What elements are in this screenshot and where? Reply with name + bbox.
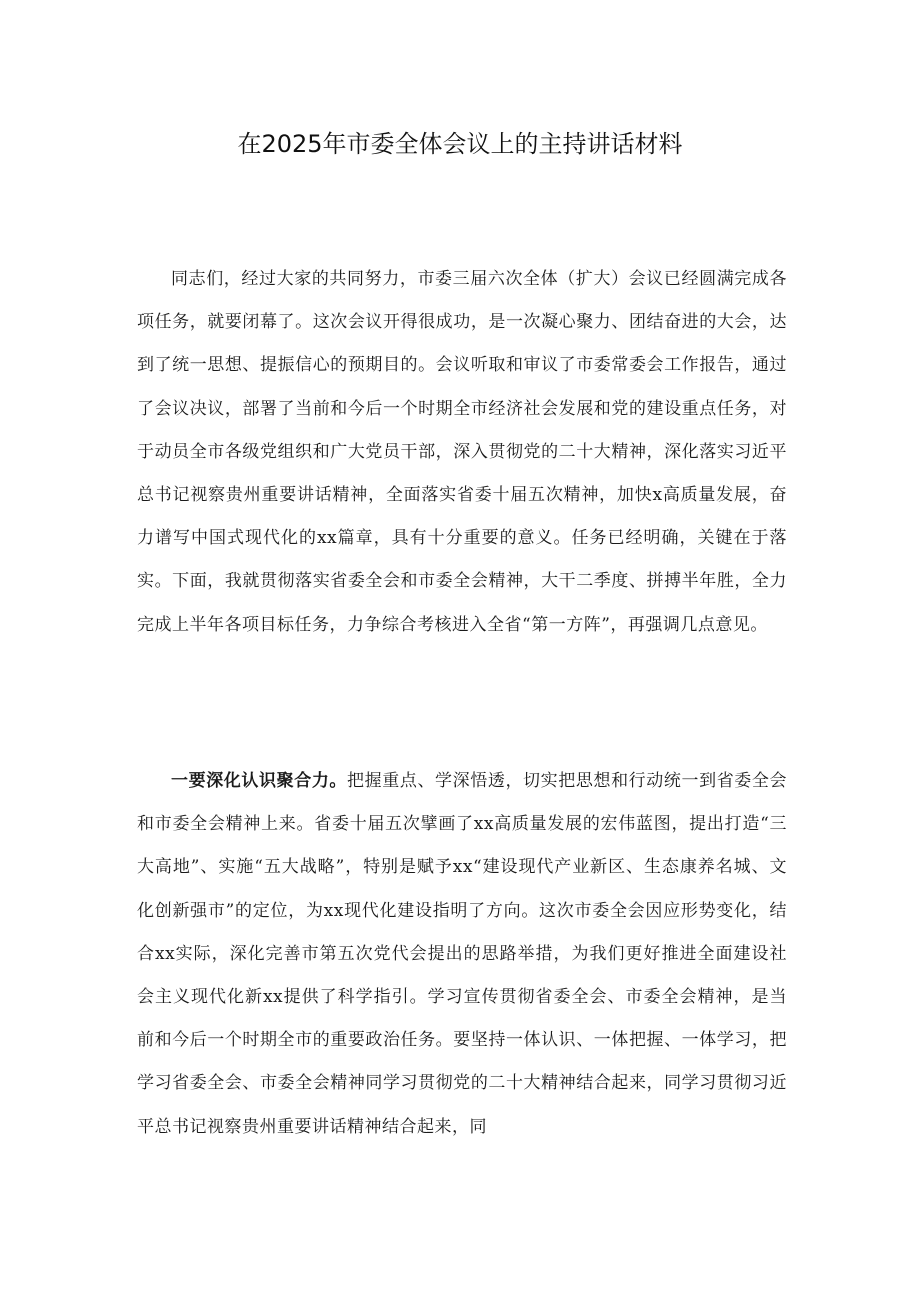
paragraph-text: 同志们，经过大家的共同努力，市委三届六次全体（扩大）会议已经圆满完成各项任务，就要闭幕了。这次会议开得很成功，是一次凝心聚力、团结奋进的大会，达到了统一思想、提振信心的预期目的。会议听取和审议了市委常委会工作报告，通过了会议决议，部署了当前和今后一个时期全市经济社会发展和党的建设重点任务，对于动员全市各级党组织和广大党员干部，深入贯彻党的二十大精神，深化落实习近平总书记视察贵州重要讲话精神，全面落实省委十届五次精神，加快x高质量发展，奋力谱写中国式现代化的xx篇章，具有十分重要的意义。任务已经明确，关键在于落实。下面，我就贯彻落实省委全会和市委全会精神，大干二季度、拼搏半年胜，全力完成上半年各项目标任务，力争综合考核进入全省“第一方阵”，再强调几点意见。 [137,269,787,635]
paragraph-opening [137,258,787,647]
paragraph-text: 把握重点、学深悟透，切实把思想和行动统一到省委全会和市委全会精神上来。省委十届五次擘画了xx高质量发展的宏伟蓝图，提出打造“三大高地”、实施“五大战略”，特别是赋予xx“建设现代产业新区、生态康养名城、文化创新强市”的定位，为xx现代化建设指明了方向。这次市委全会因应形势变化，结合xx实际，深化完善市第五次党代会提出的思路举措，为我们更好推进全面建设社会主义现代化新xx提供了科学指引。学习宣传贯彻省委全会、市委全会精神，是当前和今后一个时期全市的重要政治任务。要坚持一体认识、一体把握、一体学习，把学习省委全会、市委全会精神同学习贯彻党的二十大精神结合起来，同学习贯彻习近平总书记视察贵州重要讲话精神结合起来，同 [137,771,788,1137]
paragraph-point-one [137,760,787,1149]
document-title: 在2025年市委全体会议上的主持讲话材料 [237,130,683,158]
paragraph-lead-heading: 一要深化认识聚合力。 [171,771,348,791]
